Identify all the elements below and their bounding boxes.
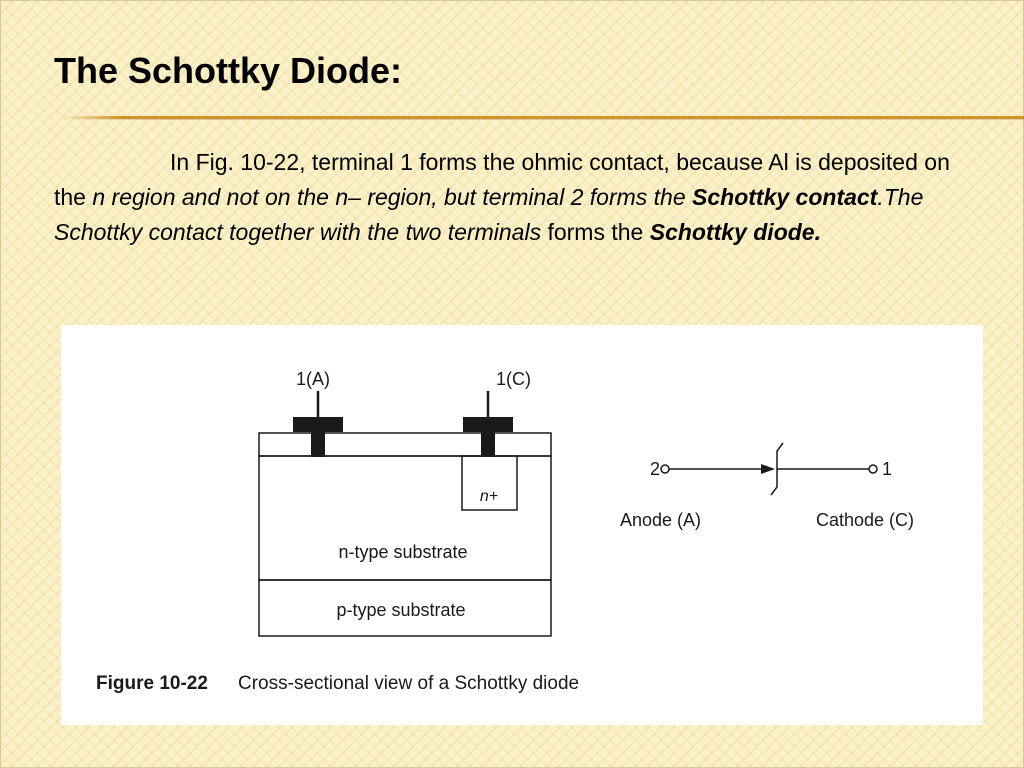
cathode-terminal-label: 1(C): [496, 369, 531, 389]
diode-arrow-icon: [761, 464, 775, 474]
slide-title: The Schottky Diode:: [54, 50, 403, 91]
paragraph-segment-2: n region and not on the n– region, but terminal 2 forms the: [92, 184, 693, 210]
anode-terminal-label: 1(A): [296, 369, 331, 389]
figure-caption-number: Figure 10-22: [96, 673, 208, 694]
title-underline-shadow: [62, 119, 1024, 120]
schottky-diode-symbol: [661, 443, 877, 495]
cathode-contact-cap: [463, 417, 513, 432]
paragraph-segment-1: In Fig. 10-22, terminal 1 forms the ohmic contact, because Al is deposited on the: [54, 149, 950, 210]
symbol-right-node: [869, 465, 877, 473]
body-paragraph: [54, 145, 984, 250]
p-substrate-label: p-type substrate: [336, 600, 466, 620]
symbol-left-terminal-label: 2: [650, 459, 661, 479]
figure-10-22: [61, 325, 983, 725]
oxide-layer: [259, 433, 551, 456]
paragraph-term-schottky-diode: Schottky diode.: [649, 219, 821, 245]
anode-label: Anode (A): [620, 510, 702, 530]
contacts: [293, 417, 513, 457]
figure-panel: [61, 325, 983, 725]
paragraph-term-schottky-contact: Schottky contact: [692, 184, 878, 210]
paragraph-segment-4: .The Schottky contact together with the two terminals: [54, 184, 924, 245]
anode-contact-cap: [293, 417, 343, 432]
n-substrate-label: n-type substrate: [338, 542, 468, 562]
symbol-right-terminal-label: 1: [882, 459, 893, 479]
symbol-left-node: [661, 465, 669, 473]
anode-contact-stem: [311, 432, 325, 457]
paragraph-segment-5: forms the: [541, 219, 650, 245]
cathode-label: Cathode (C): [816, 510, 915, 530]
cathode-contact-stem: [481, 432, 495, 457]
figure-caption-text: Cross-sectional view of a Schottky diode: [238, 673, 580, 694]
n-plus-label: n+: [479, 488, 499, 505]
